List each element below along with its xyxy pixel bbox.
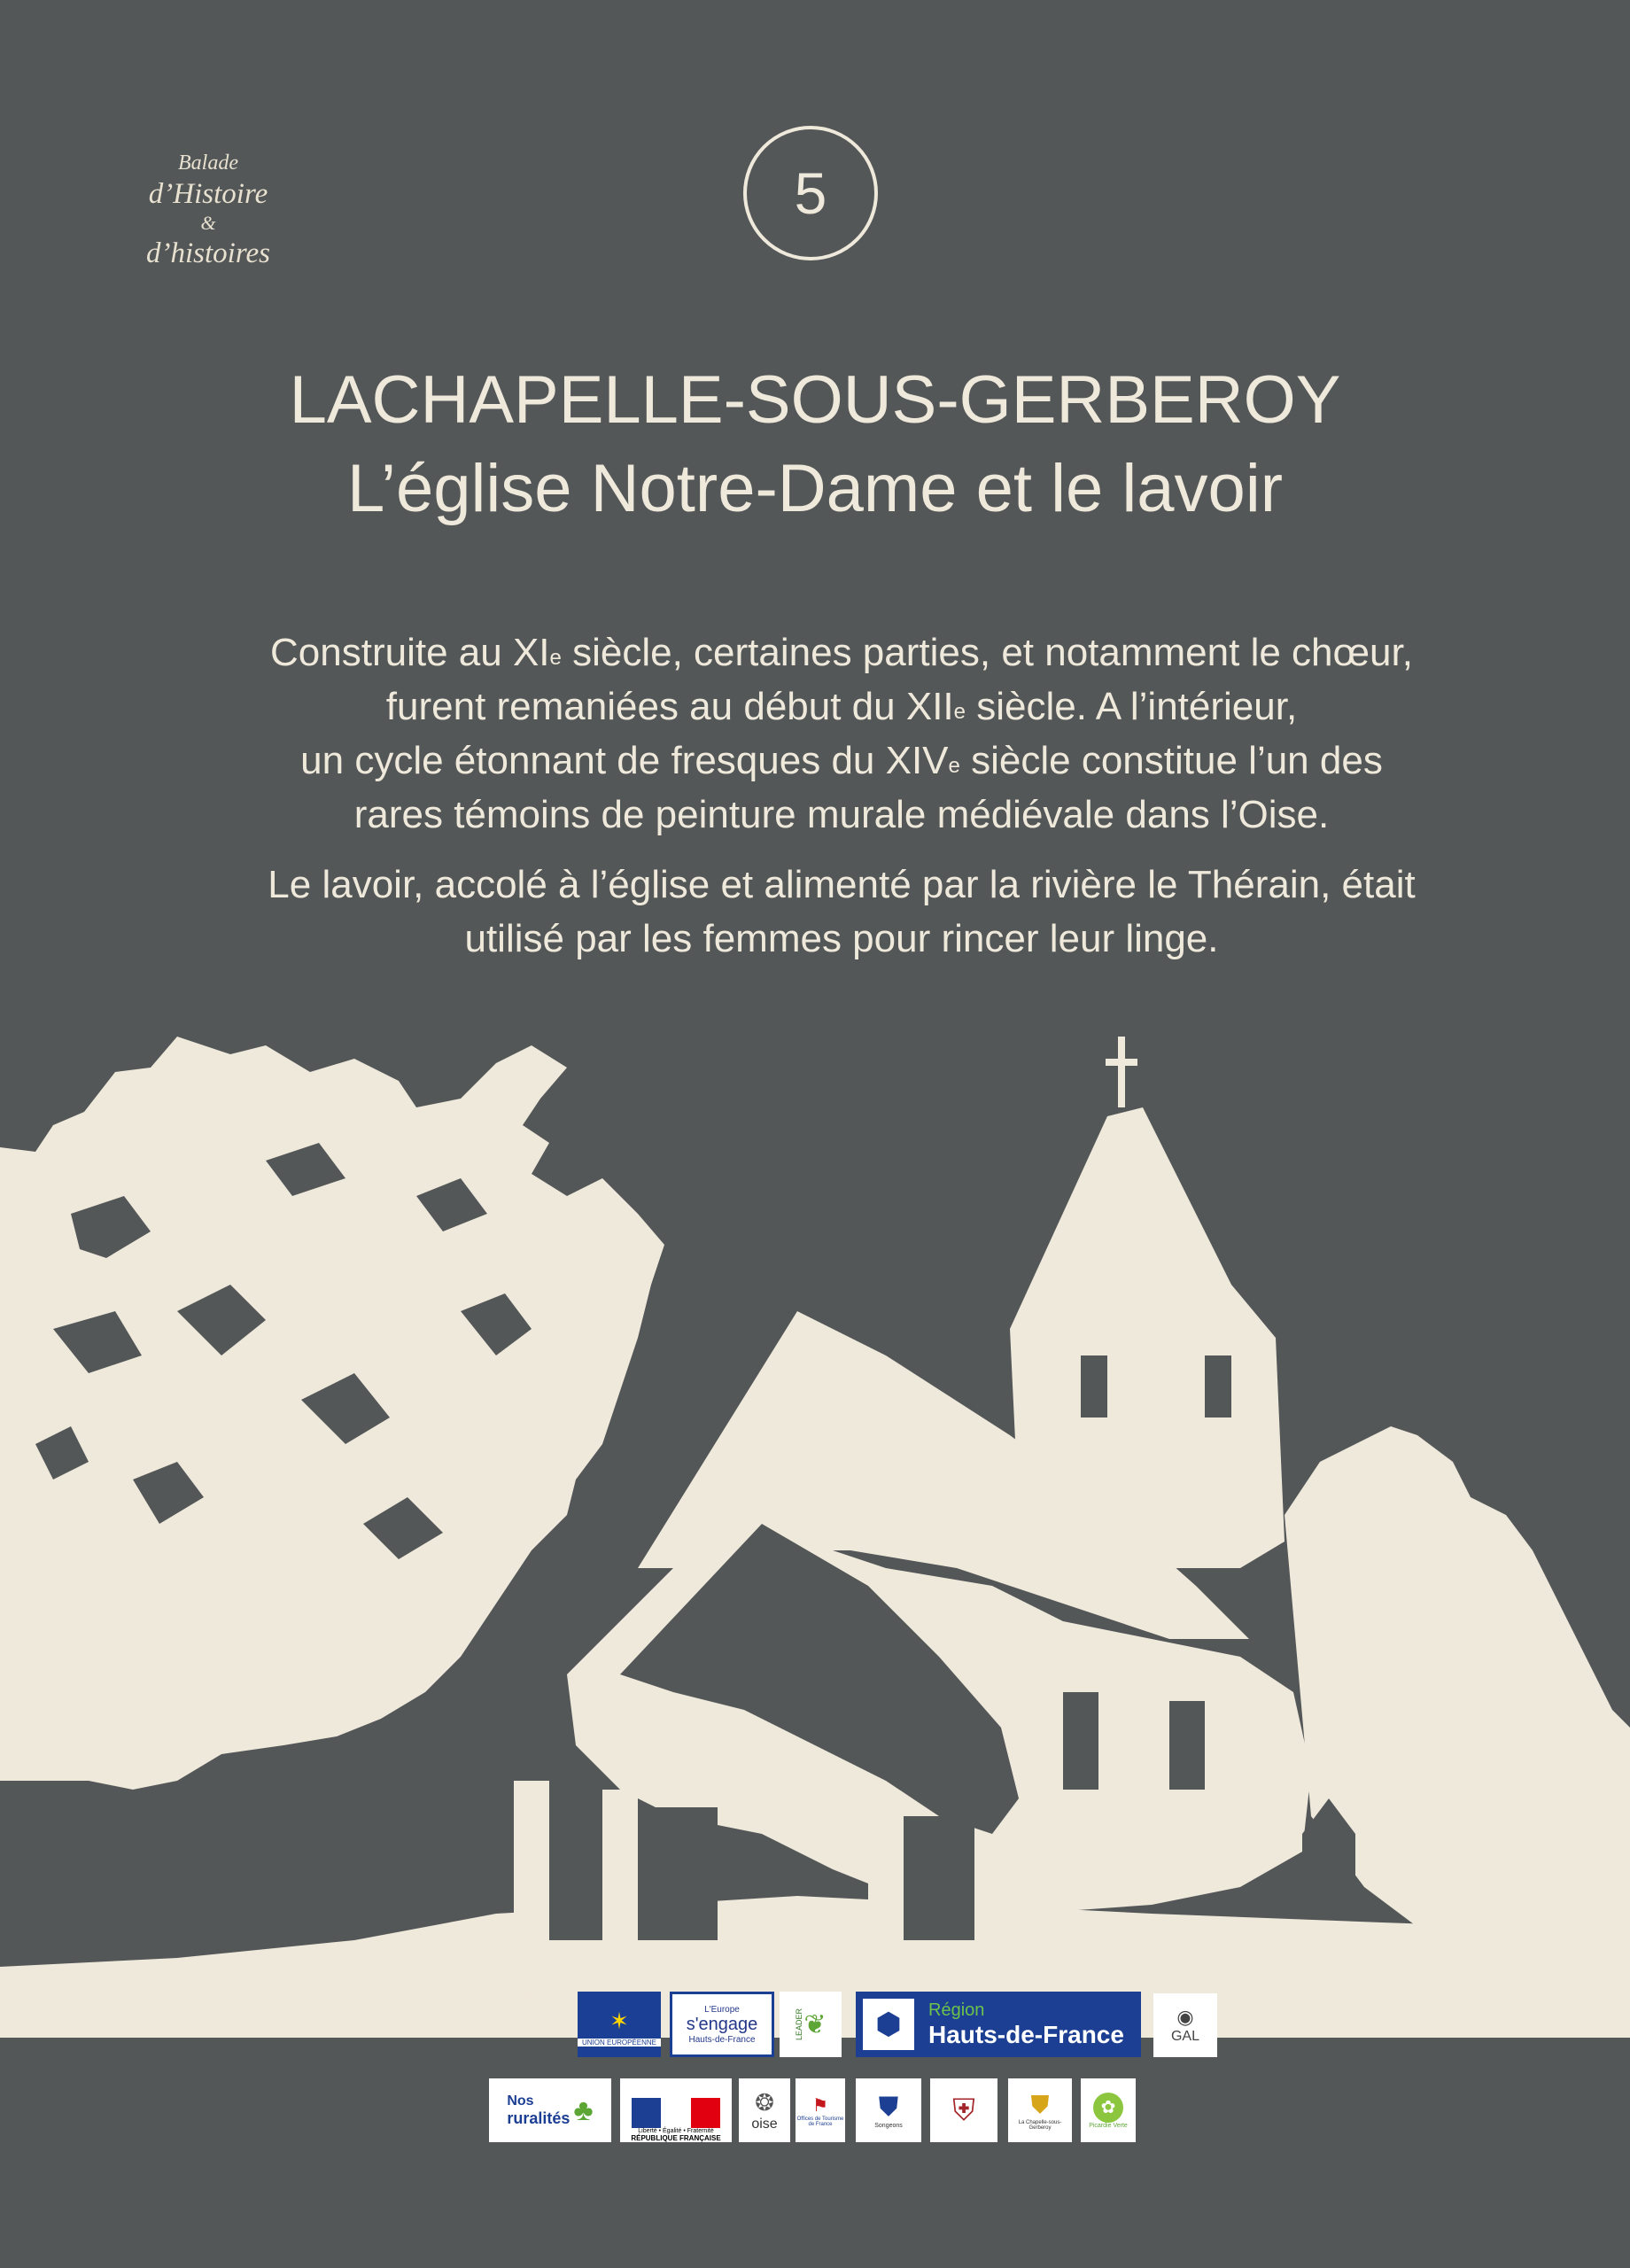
- logo-text: ruralités: [507, 2109, 570, 2127]
- brand-line-histoire: d’Histoire: [148, 178, 268, 210]
- brand-line-balade: Balade: [178, 151, 238, 175]
- logo-text: GAL: [1170, 2029, 1199, 2044]
- paragraph-lavoir: [195, 858, 1488, 966]
- eu-flag-logo: [578, 1992, 661, 2057]
- brand-line-histoires: d’histoires: [146, 237, 270, 269]
- paragraph-line: Le lavoir, accolé à l’église et alimenté par la rivière le Thérain, était: [268, 863, 1416, 906]
- oise-logo: [739, 2078, 790, 2142]
- logo-text: Liberté • Égalité • Fraternité: [638, 2128, 714, 2134]
- logo-text: L'Europe: [704, 2004, 740, 2015]
- logo-text: Région: [928, 2000, 985, 2020]
- logo-text: s'engage: [686, 2014, 758, 2034]
- paragraph-line: [195, 625, 1488, 680]
- text-fragment: un cycle étonnant de fresques du XIV: [300, 739, 949, 782]
- eu-label: UNION EUROPÉENNE: [578, 2039, 661, 2047]
- offices-tourisme-logo: [796, 2078, 845, 2142]
- church-window: [1169, 1701, 1205, 1790]
- region-hauts-de-france-logo: [856, 1992, 1141, 2057]
- logo-text-group: [507, 2093, 570, 2128]
- lavoir-pillar: [514, 1781, 549, 1940]
- songeons-logo: [856, 2078, 921, 2142]
- town-crest-logo: [930, 2078, 997, 2142]
- paragraph-line: [195, 734, 1488, 788]
- logo-text: Picardie Verte: [1089, 2122, 1128, 2129]
- paragraph-church: [195, 625, 1488, 842]
- paragraph-line: utilisé par les femmes pour rincer leur linge.: [464, 917, 1219, 960]
- text-fragment: Construite au XI: [270, 631, 550, 674]
- lavoir-opening: [904, 1816, 974, 1940]
- page-title: [0, 356, 1630, 533]
- tourism-flag-icon: ⚑: [812, 2095, 828, 2116]
- lavoir-opening: [638, 1807, 718, 1940]
- text-fragment: siècle. A l’intérieur,: [966, 685, 1298, 728]
- superscript: e: [549, 646, 562, 670]
- tower-window: [1081, 1355, 1107, 1418]
- republique-francaise-logo: [620, 2078, 732, 2142]
- title-subject: L’église Notre-Dame et le lavoir: [346, 451, 1284, 526]
- logo-text: Offices de Tourisme de France: [796, 2116, 844, 2127]
- logo-text: oise: [751, 2116, 778, 2132]
- marianne-flag-icon: [632, 2098, 720, 2128]
- brand-line-ampersand: &: [200, 212, 216, 234]
- picardie-leaf-icon: ✿: [1093, 2093, 1123, 2123]
- logo-text: Nos: [507, 2093, 534, 2109]
- lavoir-opening: [549, 1798, 602, 1940]
- logo-text: RÉPUBLIQUE FRANÇAISE: [631, 2134, 721, 2142]
- church-window: [1063, 1692, 1098, 1790]
- gal-logo: [1153, 1993, 1217, 2057]
- text-fragment: furent remaniées au début du XII: [385, 685, 954, 728]
- lachapelle-shield-icon: ⛊: [1030, 2090, 1050, 2118]
- funding-notice: Ce projet est cofinancé par le Fonds européen agricole de développement rural dans le cadre du développement rural de Picardie. L'Europe investit dans les zones rurales.: [406, 1992, 570, 2030]
- paragraph-line: rares témoins de peinture murale médiévale dans l’Oise.: [353, 793, 1330, 836]
- picardie-verte-logo: [1081, 2078, 1136, 2142]
- gal-circle-icon: ◉: [1176, 2006, 1194, 2028]
- logo-text: La Chapelle-sous-Gerberoy: [1018, 2119, 1062, 2131]
- tower-window: [1205, 1355, 1231, 1418]
- church-illustration: [0, 1019, 1630, 2038]
- leader-logo: [780, 1992, 842, 2057]
- paragraph-line: [195, 680, 1488, 734]
- title-place: LACHAPELLE-SOUS-GERBEROY: [289, 362, 1341, 438]
- lavoir-pillar: [602, 1790, 638, 1940]
- oise-emblem-icon: ❂: [755, 2088, 774, 2116]
- superscript: e: [953, 700, 966, 724]
- tower-cross: [1118, 1037, 1125, 1107]
- logo-text: LEADER: [795, 2008, 804, 2040]
- eu-stars-icon: ✶: [609, 2007, 629, 2034]
- lavoir-pillar: [868, 1798, 904, 1940]
- tree-icon: ♣: [573, 2093, 594, 2127]
- church-tower: [1010, 1107, 1285, 1568]
- france-map-icon: ⬢: [863, 1999, 914, 2050]
- europe-engage-logo: [670, 1992, 774, 2057]
- region-text: [928, 2000, 1124, 2049]
- superscript: e: [948, 754, 960, 778]
- logo-text: Hauts-de-France: [928, 2020, 1124, 2048]
- balade-brand-mark: [133, 149, 283, 271]
- stop-number-badge: 5: [743, 126, 878, 260]
- leaf-icon: ❦: [803, 2009, 827, 2039]
- nos-ruralites-logo: [489, 2078, 611, 2142]
- songeons-shield-icon: ⛊: [878, 2092, 899, 2122]
- lachapelle-logo: [1008, 2078, 1072, 2142]
- text-fragment: siècle, certaines parties, et notamment le chœur,: [561, 631, 1413, 674]
- logo-text: Songeons: [874, 2122, 903, 2129]
- logo-text: Hauts-de-France: [688, 2034, 756, 2045]
- description: [195, 625, 1488, 982]
- crest-shield-icon: ⛨: [952, 2093, 975, 2127]
- text-fragment: siècle constitue l’un des: [959, 739, 1383, 782]
